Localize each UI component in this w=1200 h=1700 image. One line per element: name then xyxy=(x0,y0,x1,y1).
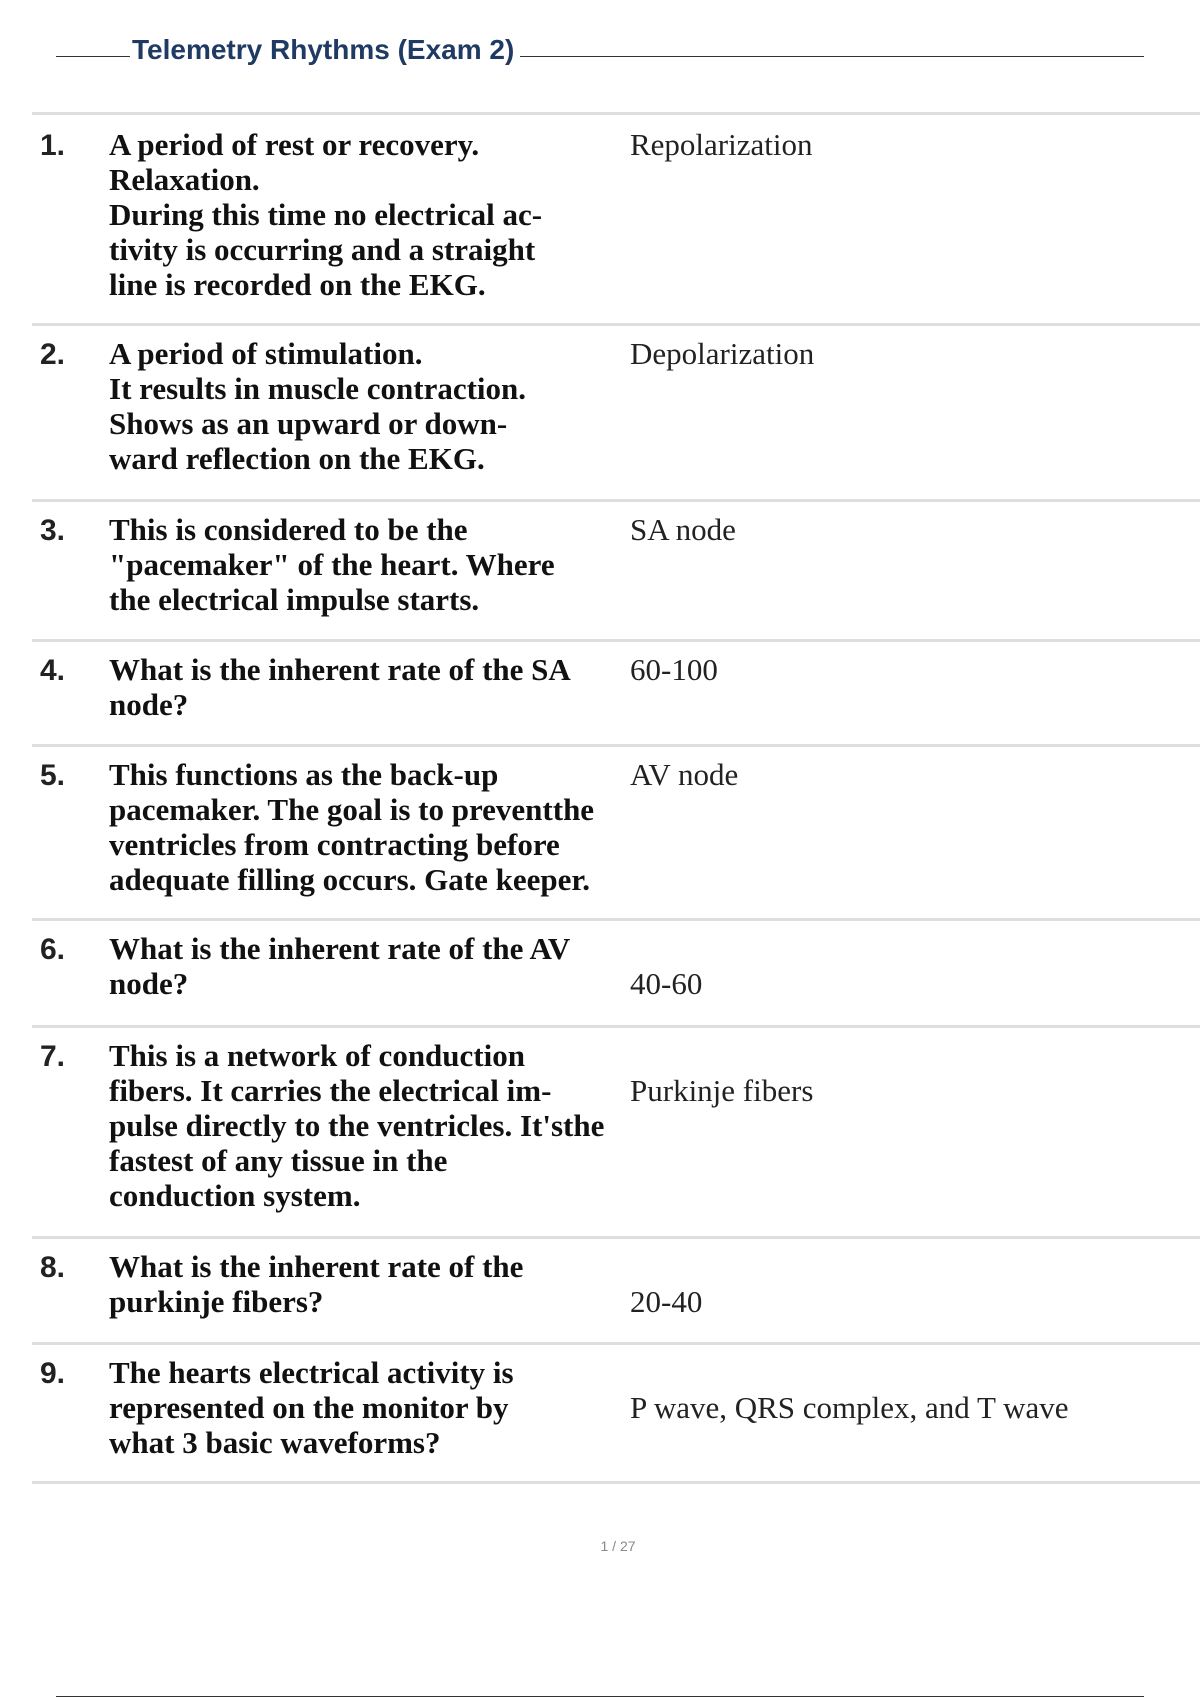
document-title: Telemetry Rhythms (Exam 2) xyxy=(130,32,520,68)
card-number: 6. xyxy=(40,933,66,966)
card-answer: 40-60 xyxy=(630,966,703,1001)
card-question: What is the inherent rate of the purkinje fibers? xyxy=(109,1249,524,1319)
flashcard-row xyxy=(32,1239,1200,1345)
footer-rule xyxy=(56,1696,1144,1697)
card-answer: Depolarization xyxy=(630,336,815,371)
card-number: 3. xyxy=(40,514,66,547)
card-question: What is the inherent rate of the AV node? xyxy=(109,931,571,1001)
card-number: 9. xyxy=(40,1357,66,1390)
flashcard-row xyxy=(32,1028,1200,1239)
flashcard-row xyxy=(32,1345,1200,1484)
card-question: A period of rest or recovery. Relaxation. During this time no electrical ac- tivity is occurring and a straight line is recorded on the EKG. xyxy=(109,127,543,302)
flashcard-row xyxy=(32,502,1200,642)
card-answer: Repolarization xyxy=(630,127,813,162)
card-question: This functions as the back-up pacemaker. The goal is to preventthe ventricles from contracting before adequate filling occurs. Gate keeper. xyxy=(109,757,595,897)
card-number: 2. xyxy=(40,338,66,371)
card-answer: 60-100 xyxy=(630,652,718,687)
flashcard-row xyxy=(32,326,1200,502)
card-answer: Purkinje fibers xyxy=(630,1073,814,1108)
card-number: 1. xyxy=(40,129,66,162)
card-number: 8. xyxy=(40,1251,66,1284)
card-question: The hearts electrical activity is represented on the monitor by what 3 basic waveforms? xyxy=(109,1355,514,1460)
card-answer: 20-40 xyxy=(630,1284,703,1319)
card-number: 4. xyxy=(40,654,66,687)
card-question: This is a network of conduction fibers. It carries the electrical im- pulse directly to the ventricles. It'sthe fastest of any tissue in the conduction system. xyxy=(109,1038,605,1213)
flashcard-row xyxy=(32,747,1200,921)
flashcard-list xyxy=(32,112,1200,1484)
card-number: 7. xyxy=(40,1040,66,1073)
flashcard-row xyxy=(32,642,1200,747)
card-question: What is the inherent rate of the SA node? xyxy=(109,652,571,722)
card-answer: P wave, QRS complex, and T wave xyxy=(630,1390,1069,1425)
card-question: A period of stimulation. It results in muscle contraction. Shows as an upward or down- ward reflection on the EKG. xyxy=(109,336,527,476)
card-question: This is considered to be the "pacemaker" of the heart. Where the electrical impulse starts. xyxy=(109,512,555,617)
flashcard-row xyxy=(32,115,1200,326)
flashcard-row xyxy=(32,921,1200,1028)
card-number: 5. xyxy=(40,759,66,792)
card-answer: SA node xyxy=(630,512,736,547)
card-answer: AV node xyxy=(630,757,739,792)
page-indicator: 1 / 27 xyxy=(600,1538,636,1554)
